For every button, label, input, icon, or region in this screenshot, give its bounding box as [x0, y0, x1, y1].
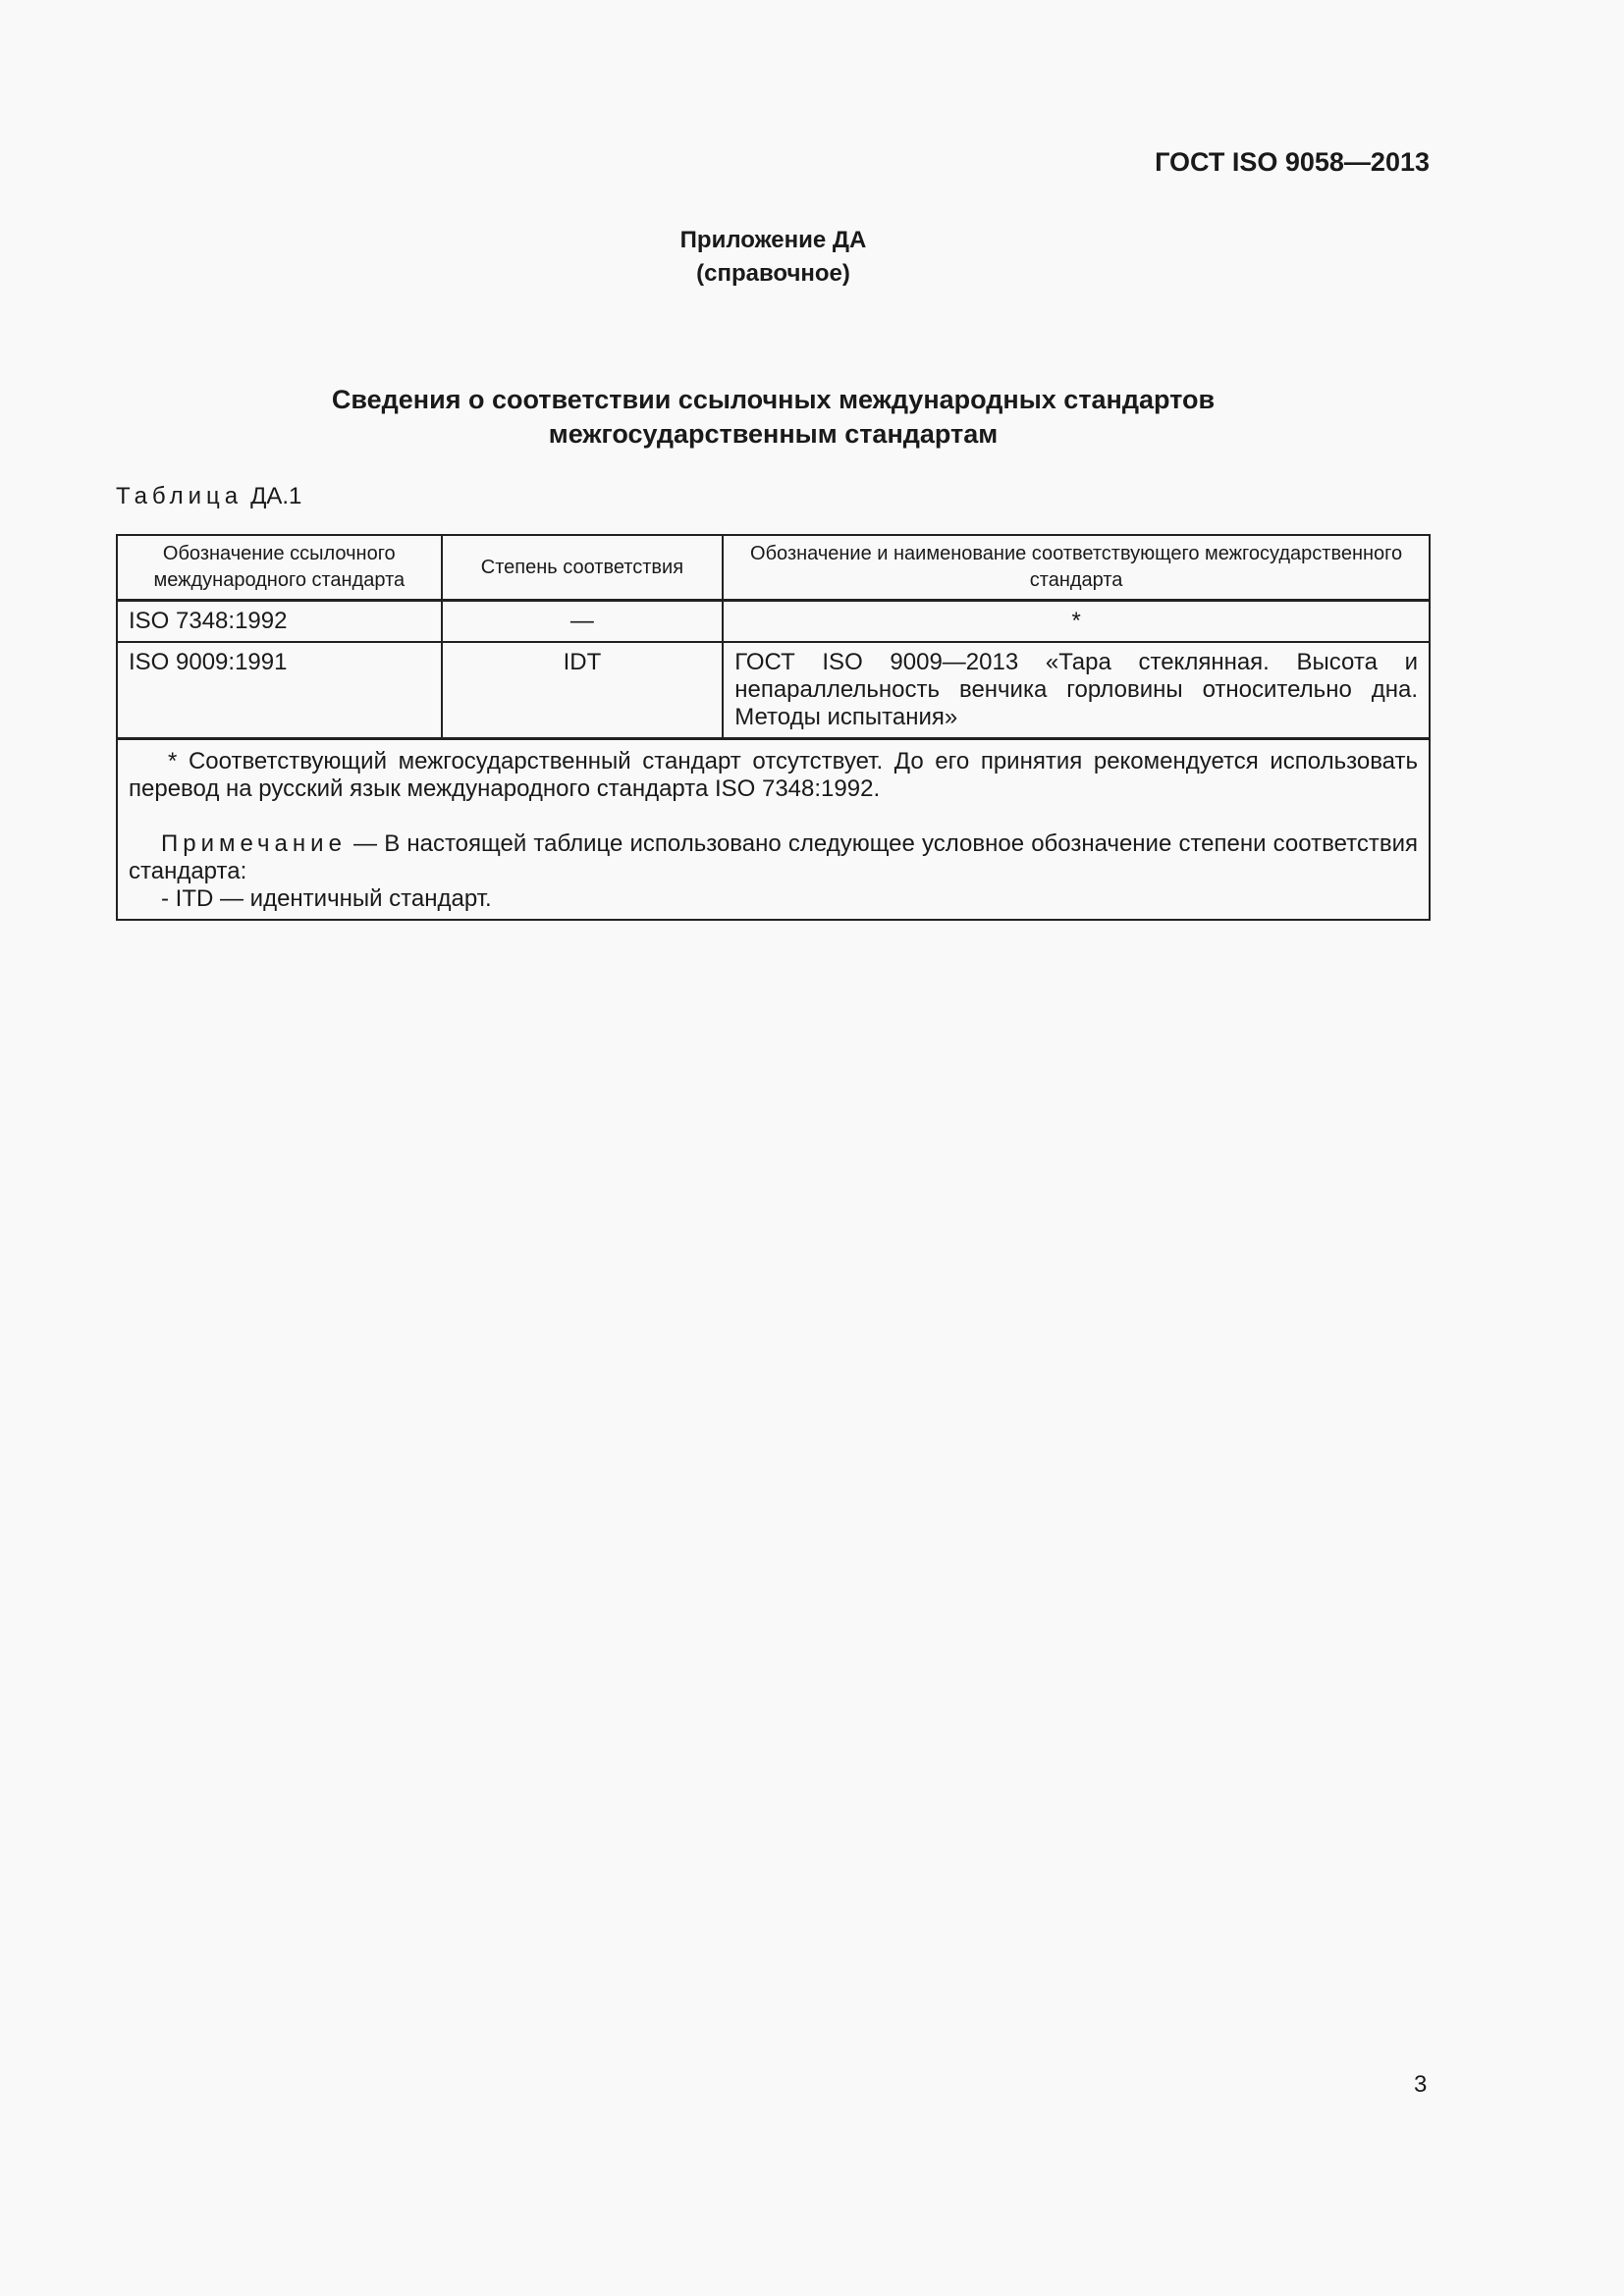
note-label: Примечание [161, 830, 347, 857]
appendix-subtitle: (справочное) [696, 260, 850, 287]
appendix-title: Приложение ДА [679, 227, 867, 253]
table-row [117, 601, 1430, 643]
cell-correspondence-degree: IDT [442, 642, 724, 739]
table-footer [117, 739, 1430, 921]
section-title-line1: Сведения о соответствии ссылочных международных стандартов [331, 385, 1216, 414]
section-title-line2: межгосударственным стандартам [548, 419, 999, 449]
note [129, 830, 1418, 885]
footnote: * Соответствующий межгосударственный стандарт отсутствует. До его принятия рекомендуется использовать перевод на русский язык международного стандарта ISO 7348:1992. [129, 748, 1418, 802]
section-title [0, 383, 1546, 452]
note-text: — В настоящей таблице использовано следующее условное обозначение степени соответствия стандарта: [129, 830, 1418, 884]
cell-interstate-standard: ГОСТ ISO 9009—2013 «Тара стеклянная. Высота и непараллельность венчика горловины относительно дна. Методы испытания» [723, 642, 1430, 739]
page-number: 3 [1414, 2071, 1428, 2098]
table-header-row [117, 535, 1430, 601]
cell-reference-standard: ISO 7348:1992 [117, 601, 442, 643]
table-footer-row [117, 739, 1430, 921]
table-caption-prefix: Таблица [116, 483, 244, 509]
header-interstate-standard: Обозначение и наименование соответствующего межгосударственного стандарта [723, 535, 1430, 601]
document-code: ГОСТ ISO 9058—2013 [1155, 147, 1430, 177]
appendix-heading [0, 224, 1546, 291]
table-row [117, 642, 1430, 739]
header-correspondence-degree: Степень соответствия [442, 535, 724, 601]
correspondence-table [116, 534, 1431, 921]
table-caption [116, 483, 301, 510]
cell-correspondence-degree: — [442, 601, 724, 643]
note-item: - ITD — идентичный стандарт. [161, 885, 492, 912]
cell-interstate-standard: * [723, 601, 1430, 643]
header-reference-standard: Обозначение ссылочного международного стандарта [117, 535, 442, 601]
table-caption-number: ДА.1 [250, 483, 302, 509]
cell-reference-standard: ISO 9009:1991 [117, 642, 442, 739]
